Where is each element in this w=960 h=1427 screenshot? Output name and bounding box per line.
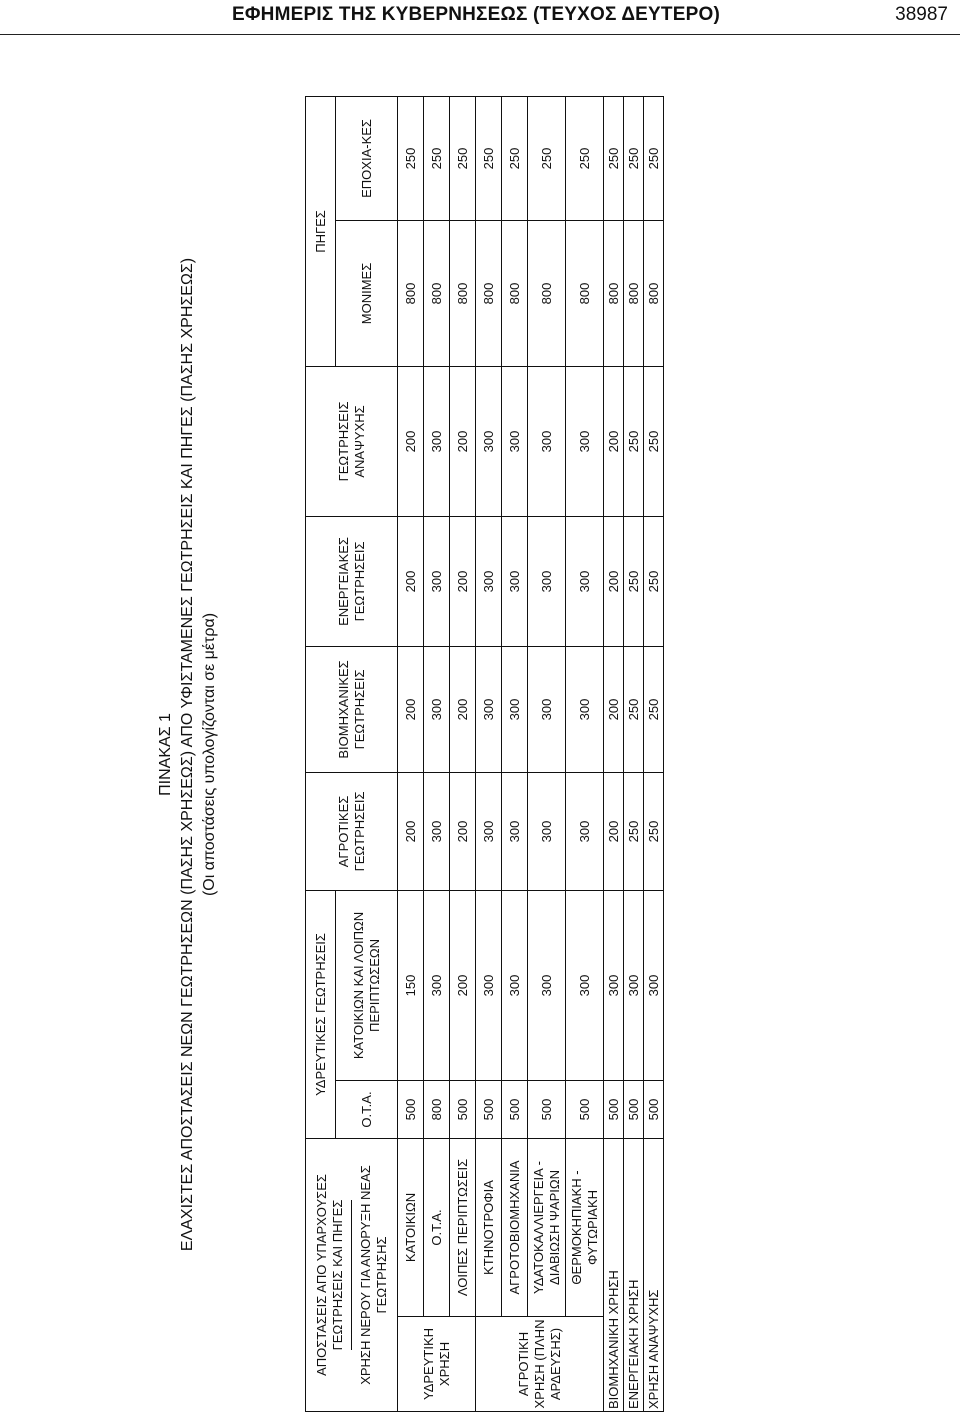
table-row [604,96,624,1411]
table-cell: 300 [502,890,528,1080]
table-cell: 150 [398,890,424,1080]
table-cell: 300 [502,516,528,646]
corner-header-cell [306,1138,398,1411]
table-note: (Οι αποστάσεις υπολογίζονται σε μέτρα) [201,612,218,897]
table-row [644,96,664,1411]
table-caption [155,97,221,1412]
row-label: ΑΓΡΟΤΟΒΙΟΜΗΧΑΝΙΑ [502,1138,528,1316]
table-cell: 200 [450,890,476,1080]
table-cell: 200 [398,516,424,646]
table-cell: 300 [566,890,604,1080]
table-heading: ΕΛΑΧΙΣΤΕΣ ΑΠΟΣΤΑΣΕΙΣ ΝΕΩΝ ΓΕΩΤΡΗΣΕΩΝ (ΠΑΣΗΣ ΧΡΗΣΕΩΣ) ΑΠΟ ΥΦΙΣΤΑΜΕΝΕΣ ΓΕΩΤΡΗΣΕΙΣ ΚΑΙ ΠΗΓΕΣ (ΠΑΣΗΣ ΧΡΗΣΕΩΣ) [179,257,196,1252]
table-cell: 300 [528,772,566,890]
table-cell: 200 [450,516,476,646]
table-cell: 500 [566,1080,604,1138]
col-header-residences: ΚΑΤΟΙΚΙΩΝ ΚΑΙ ΛΟΙΠΩΝ ΠΕΡΙΠΤΩΣΕΩΝ [336,890,398,1080]
table-cell: 300 [476,646,502,772]
table-cell: 800 [528,220,566,366]
col-header-permanent: ΜΟΝΙΜΕΣ [336,220,398,366]
table-cell: 250 [624,516,644,646]
table-cell: 250 [502,96,528,220]
table-cell: 300 [476,516,502,646]
table-cell: 300 [502,366,528,516]
table-cell: 300 [424,890,450,1080]
table-cell: 800 [398,220,424,366]
group-header-springs: ΠΗΓΕΣ [306,96,336,366]
table-cell: 250 [398,96,424,220]
group-label-water-supply: ΥΔΡΕΥΤΙΚΗ ΧΡΗΣΗ [398,1317,476,1412]
table-cell: 800 [624,220,644,366]
row-label: Ο.Τ.Α. [424,1138,450,1316]
table-cell: 300 [644,890,664,1080]
table-cell: 200 [450,366,476,516]
table-cell: 200 [398,646,424,772]
table-cell: 250 [644,516,664,646]
table-cell: 200 [604,366,624,516]
table-cell: 300 [566,366,604,516]
col-header-recreation: ΓΕΩΤΡΗΣΕΙΣ ΑΝΑΨΥΧΗΣ [306,366,398,516]
gazette-title: ΕΦΗΜΕΡΙΣ ΤΗΣ ΚΥΒΕΡΝΗΣΕΩΣ (ΤΕΥΧΟΣ ΔΕΥΤΕΡΟ) [232,4,720,25]
table-cell: 300 [566,646,604,772]
table-cell: 300 [424,772,450,890]
table-cell: 250 [644,646,664,772]
table-cell: 500 [476,1080,502,1138]
table-cell: 250 [624,646,644,772]
table-cell: 800 [502,220,528,366]
table-row [624,96,644,1411]
table-cell: 300 [476,366,502,516]
table-cell: 500 [502,1080,528,1138]
corner-top-label: ΑΠΟΣΤΑΣΕΙΣ ΑΠΟ ΥΠΑΡΧΟΥΣΕΣ ΓΕΩΤΡΗΣΕΙΣ ΚΑΙ ΠΗΓΕΣ [313,1174,345,1376]
table-row [502,96,528,1411]
table-cell: 300 [528,646,566,772]
table-cell: 250 [644,366,664,516]
table-cell: 300 [424,516,450,646]
rotated-table-area [155,97,700,1412]
row-label: ΘΕΡΜΟΚΗΠΙΑΚΗ - ΦΥΤΩΡΙΑΚΗ [566,1138,604,1316]
row-label: ΚΤΗΝΟΤΡΟΦΙΑ [476,1138,502,1316]
group-label-agricultural: ΑΓΡΟΤΙΚΗ ΧΡΗΣΗ (ΠΛΗΝ ΑΡΔΕΥΣΗΣ) [476,1317,604,1412]
row-label: ΥΔΑΤΟΚΑΛΛΙΕΡΓΕΙΑ - ΔΙΑΒΙΩΣΗ ΨΑΡΙΩΝ [528,1138,566,1316]
table-number: ΠΙΝΑΚΑΣ 1 [157,713,174,796]
table-row [450,96,476,1411]
row-label: ΒΙΟΜΗΧΑΝΙΚΗ ΧΡΗΣΗ [604,1138,624,1411]
distances-table [305,96,664,1412]
row-label: ΛΟΙΠΕΣ ΠΕΡΙΠΤΩΣΕΙΣ [450,1138,476,1316]
corner-bottom-label: ΧΡΗΣΗ ΝΕΡΟΥ ΓΙΑ ΑΝΟΡΥΞΗ ΝΕΑΣ ΓΕΩΤΡΗΣΗΣ [357,1165,389,1385]
table-cell: 300 [528,890,566,1080]
table-cell: 300 [624,890,644,1080]
table-cell: 300 [502,772,528,890]
page-number: 38987 [895,4,948,25]
group-header-water-wells: ΥΔΡΕΥΤΙΚΕΣ ΓΕΩΤΡΗΣΕΙΣ [306,890,336,1138]
col-header-energy: ΕΝΕΡΓΕΙΑΚΕΣ ΓΕΩΤΡΗΣΕΙΣ [306,516,398,646]
table-cell: 800 [450,220,476,366]
table-cell: 300 [528,366,566,516]
table-cell: 200 [604,516,624,646]
table-cell: 300 [424,366,450,516]
col-header-ota: Ο.Τ.Α. [336,1080,398,1138]
table-cell: 250 [424,96,450,220]
table-cell: 200 [398,772,424,890]
table-cell: 800 [476,220,502,366]
table-cell: 250 [624,96,644,220]
table-row [528,96,566,1411]
table-cell: 250 [528,96,566,220]
table-cell: 200 [450,646,476,772]
table-cell: 250 [644,96,664,220]
table-cell: 500 [624,1080,644,1138]
table-cell: 200 [398,366,424,516]
table-cell: 300 [566,516,604,646]
table-cell: 250 [604,96,624,220]
table-cell: 500 [450,1080,476,1138]
table-cell: 300 [502,646,528,772]
table-cell: 800 [644,220,664,366]
table-cell: 250 [624,772,644,890]
row-label: ΧΡΗΣΗ ΑΝΑΨΥΧΗΣ [644,1138,664,1411]
table-cell: 500 [604,1080,624,1138]
page-header [0,0,960,35]
table-cell: 300 [476,772,502,890]
table-row [424,96,450,1411]
table-cell: 800 [424,1080,450,1138]
col-header-seasonal: ΕΠΟΧΙΑ-ΚΕΣ [336,96,398,220]
table-cell: 800 [566,220,604,366]
table-cell: 200 [604,646,624,772]
row-label: ΚΑΤΟΙΚΙΩΝ [398,1138,424,1316]
table-cell: 250 [476,96,502,220]
table-cell: 500 [644,1080,664,1138]
table-cell: 300 [476,890,502,1080]
table-cell: 300 [528,516,566,646]
table-cell: 500 [398,1080,424,1138]
table-cell: 300 [424,646,450,772]
row-label: ΕΝΕΡΓΕΙΑΚΗ ΧΡΗΣΗ [624,1138,644,1411]
table-cell: 250 [566,96,604,220]
table-cell: 800 [424,220,450,366]
table-cell: 250 [644,772,664,890]
table-row [566,96,604,1411]
table-row [476,96,502,1411]
table-cell: 200 [604,772,624,890]
corner-divider [351,1200,352,1350]
table-cell: 250 [450,96,476,220]
table-cell: 250 [624,366,644,516]
col-header-industrial: ΒΙΟΜΗΧΑΝΙΚΕΣ ΓΕΩΤΡΗΣΕΙΣ [306,646,398,772]
table-cell: 200 [450,772,476,890]
table-cell: 800 [604,220,624,366]
table-cell: 300 [566,772,604,890]
table-row [398,96,424,1411]
col-header-agricultural: ΑΓΡΟΤΙΚΕΣ ΓΕΩΤΡΗΣΕΙΣ [306,772,398,890]
table-cell: 300 [604,890,624,1080]
table-cell: 500 [528,1080,566,1138]
